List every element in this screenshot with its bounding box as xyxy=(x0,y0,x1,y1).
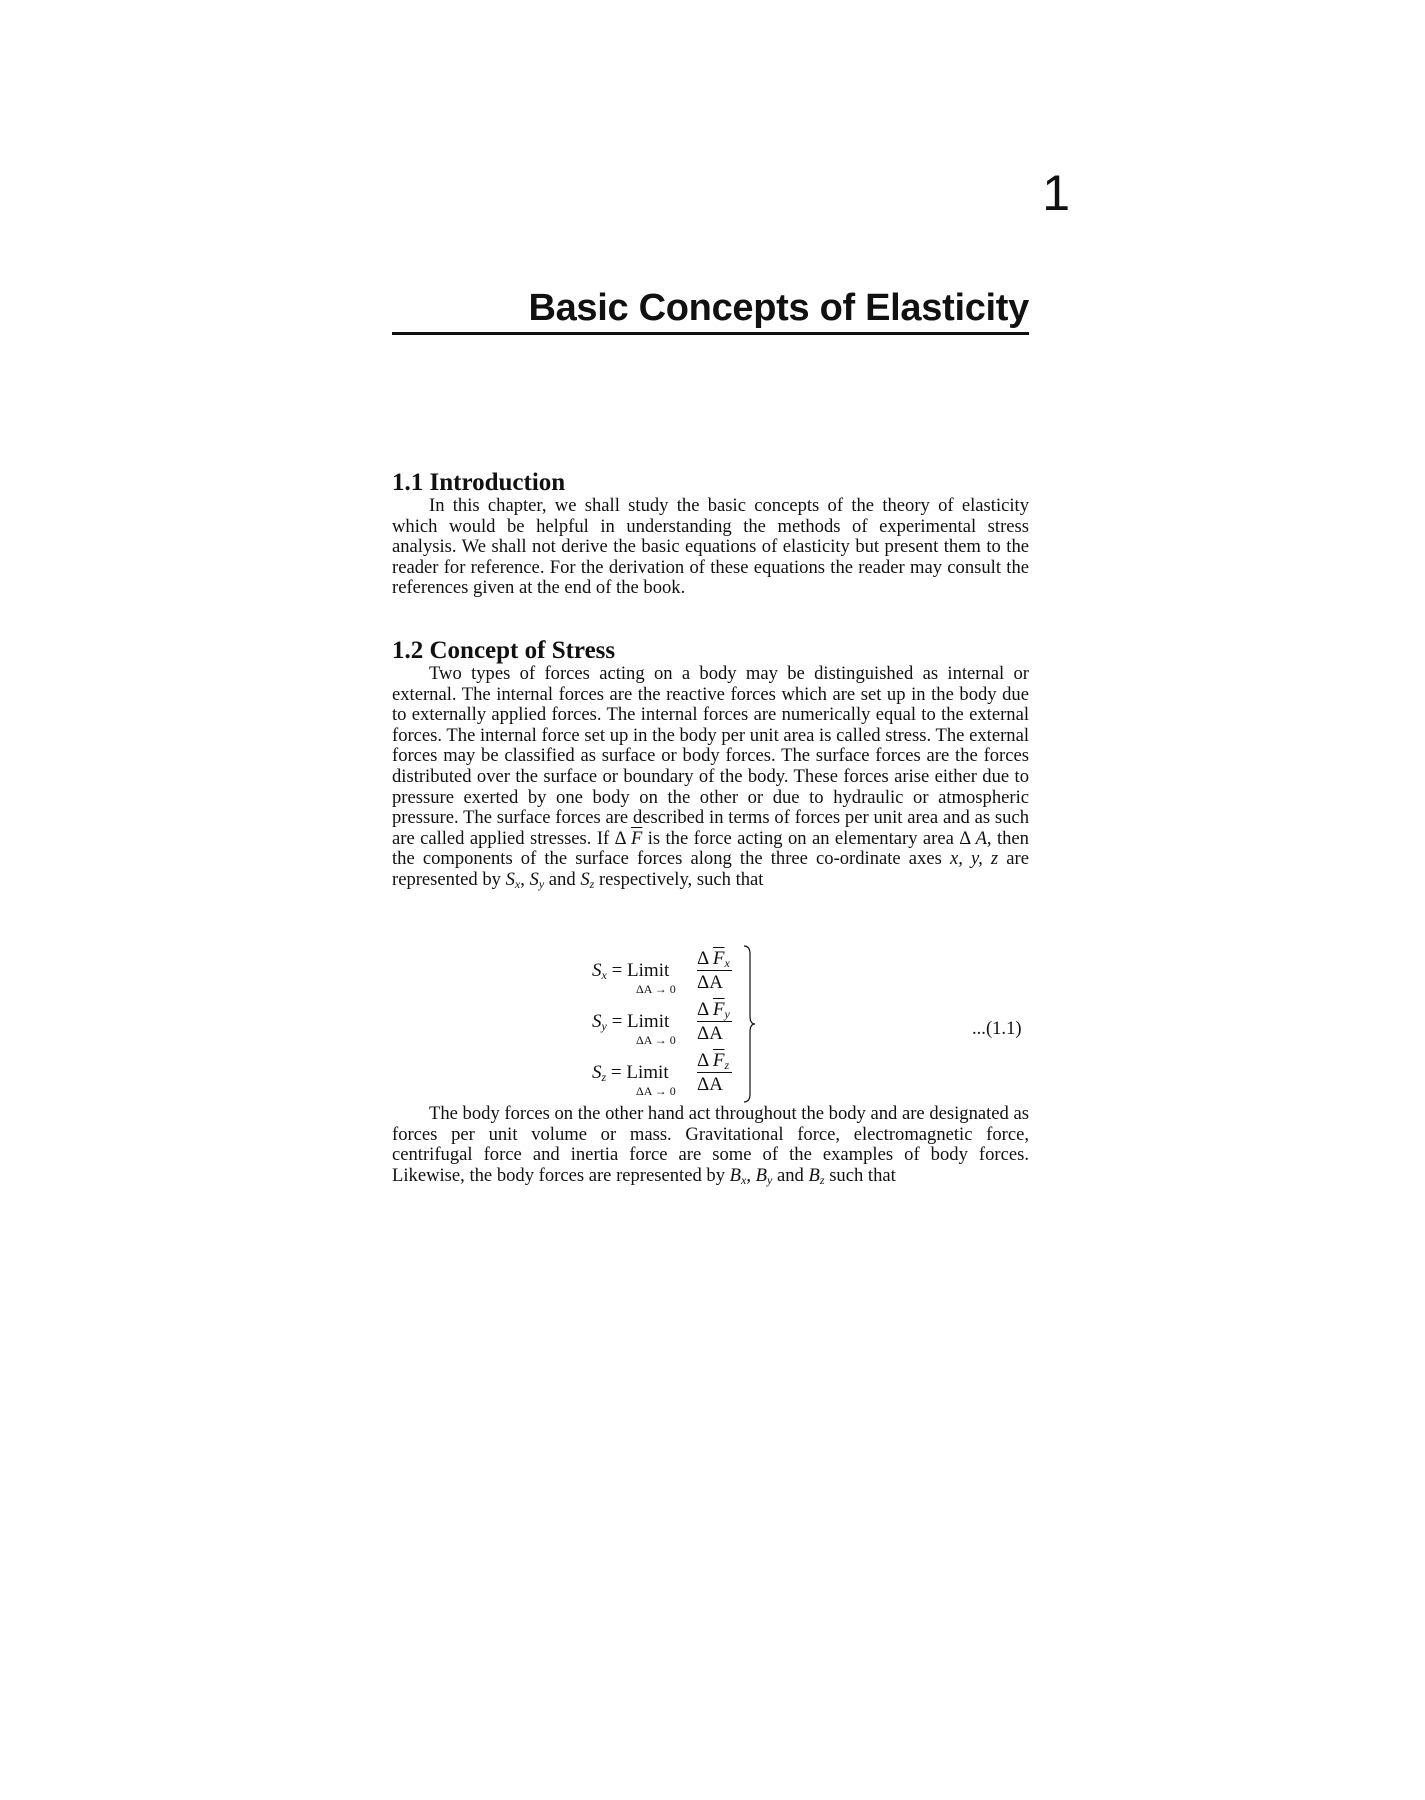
body-forces-paragraph: The body forces on the other hand act throughout the body and are designated as forces per unit volume or mass. Gravitational force, electromagnetic force, centrifugal force and inertia force are some of the examples of body forces. Likewise, the body forces are represented by $B_x$, $B_y$ and $B_z$ such that xyxy=(392,1103,1029,1187)
title-rule xyxy=(392,332,1029,335)
section-heading: 1.2 Concept of Stress xyxy=(392,637,616,664)
stress-paragraph: Two types of forces acting on a body may be distinguished as internal or external. The internal forces are the reactive forces which are set up in the body due to externally applied forces. The internal forces are numerically equal to the external forces. The internal force set up in the body per unit area is called stress. The external forces may be classified as surface or body forces. The surface forces are the forces distributed over the surface or boundary of the body. These forces arise either due to pressure exerted by one body on the other or due to hydraulic or atmospheric pressure. The surface forces are described in terms of forces per unit area and as such are called applied stresses. If Δ $\overline{F}$ is the force acting on an elementary area Δ A, then the components of the surface forces along the three co-ordinate axes x, y, z are represented by $S_x$, $S_y$ and $S_z$ respectively, such that xyxy=(392,663,1029,891)
section-heading: 1.1 Introduction xyxy=(392,469,566,496)
chapter-number: 1 xyxy=(1042,165,1070,221)
equation-row-sx: $S_x$ = Limit ΔA → 0 Δ $\overline{F}_x$ ΔA xyxy=(592,948,742,998)
section-introduction xyxy=(392,468,1029,599)
equation-row-sz: $S_z$ = Limit ΔA → 0 Δ $\overline{F}_z$ ΔA xyxy=(592,1050,742,1100)
chapter-title: Basic Concepts of Elasticity xyxy=(528,287,1029,329)
intro-paragraph: In this chapter, we shall study the basic concepts of the theory of elasticity which would be helpful in understanding the methods of experimental stress analysis. We shall not derive the basic equations of elasticity but present them to the reader for reference. For the derivation of these equations the reader may consult the references given at the end of the book. xyxy=(392,495,1029,599)
body-forces-section xyxy=(392,1104,1029,1190)
section-concept-of-stress xyxy=(392,636,1029,895)
equation-label: ...(1.1) xyxy=(972,1018,1022,1039)
right-brace xyxy=(742,944,756,1104)
equation-row-sy: $S_y$ = Limit ΔA → 0 Δ $\overline{F}_y$ ΔA xyxy=(592,999,742,1049)
